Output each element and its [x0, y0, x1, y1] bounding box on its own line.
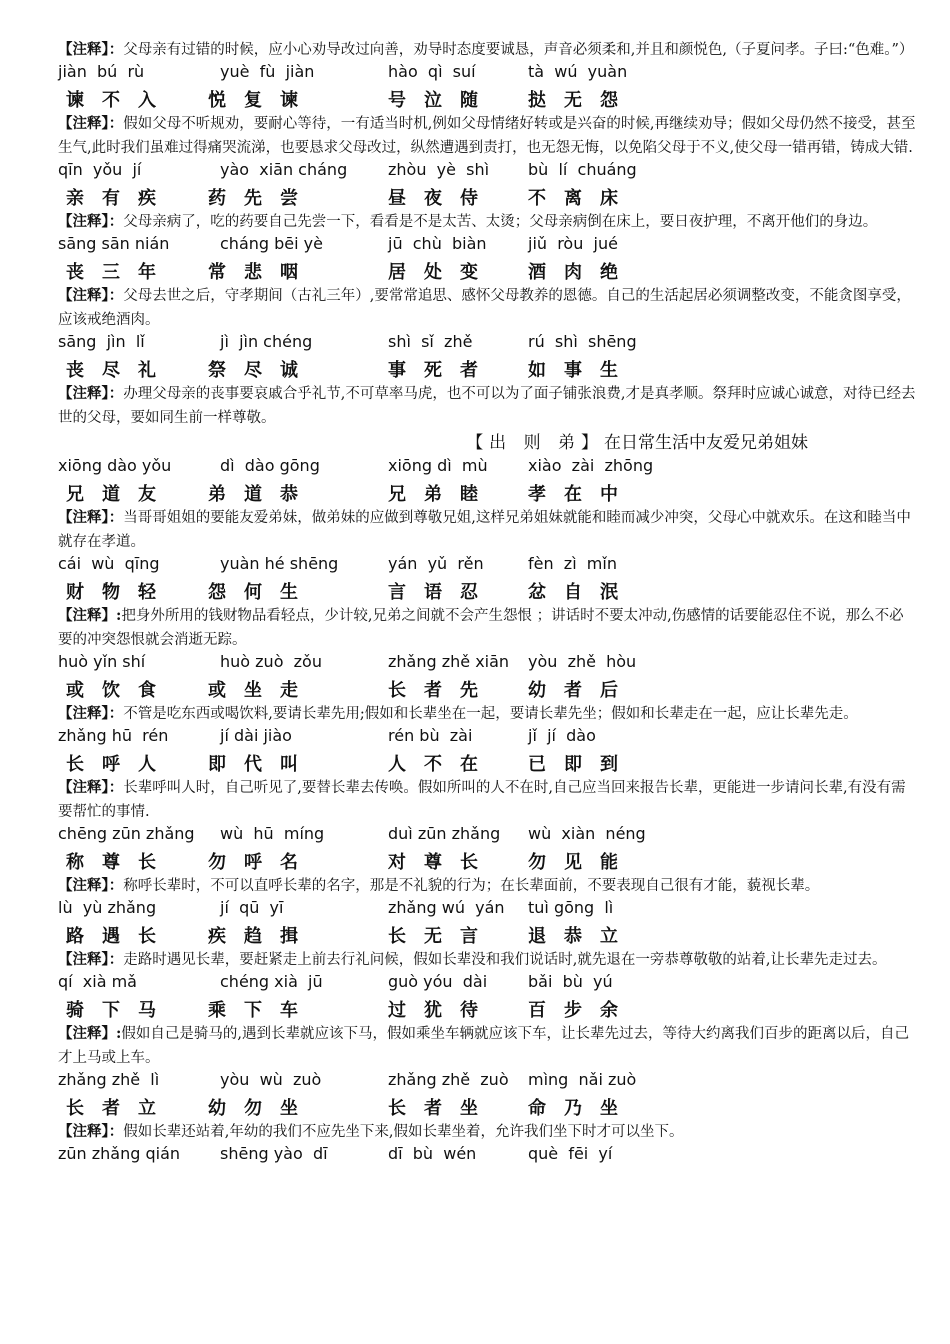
note-text: 不管是吃东西或喝饮料,要请长辈先用;假如和长辈坐在一起，要请长辈先坐；假如和长辈走在一起，应让长辈先走。 — [123, 706, 858, 722]
annotation — [58, 210, 916, 234]
pinyin-phrase: qí xià mǎ — [58, 972, 137, 991]
annotation — [58, 1022, 916, 1070]
verse-phrase: 酒肉绝 — [528, 262, 636, 283]
verse-row — [58, 356, 916, 382]
pinyin-row-trailing — [58, 1144, 916, 1168]
verse-row — [58, 184, 916, 210]
annotation — [58, 284, 916, 332]
pinyin-phrase: duì zūn zhǎng — [388, 824, 501, 843]
pinyin-phrase: yòu wù zuò — [220, 1070, 322, 1089]
verse-phrase: 乘下车 — [208, 1000, 316, 1021]
pinyin-phrase: yào xiān cháng — [220, 160, 348, 179]
verse-phrase: 药先尝 — [208, 188, 316, 209]
pinyin-phrase: fèn zì mǐn — [528, 554, 617, 573]
pinyin-phrase: rú shì shēng — [528, 332, 637, 351]
pinyin-phrase: cháng bēi yè — [220, 234, 323, 253]
note-text: 把身外所用的钱财物品看轻点，少计较,兄弟之间就不会产生怨恨 ；讲话时不要太冲动,伤感情的话要能忍住不说，那么不必要的冲突怨恨就会消逝无踪。 — [58, 608, 904, 648]
pinyin-phrase: jiǔ ròu jué — [528, 234, 618, 253]
pinyin-phrase: chéng xià jū — [220, 972, 323, 991]
pinyin-phrase: rén bù zài — [388, 726, 473, 745]
document-page — [58, 38, 916, 1168]
note-text: 父母亲有过错的时候，应小心劝导改过向善，劝导时态度要诚恳，声音必须柔和,并且和颜悦色,（子夏问孝。子曰:“色难。”） — [123, 42, 914, 58]
pinyin-row — [58, 62, 916, 86]
pinyin-phrase: jū chù biàn — [388, 234, 487, 253]
note-tag: 【注释】： — [58, 213, 124, 230]
annotation — [58, 874, 916, 898]
verse-phrase: 不离床 — [528, 188, 636, 209]
annotation — [58, 382, 916, 430]
pinyin-phrase: lù yù zhǎng — [58, 898, 157, 917]
verse-phrase: 财物轻 — [66, 582, 174, 603]
pinyin-phrase: zhǎng hū rén — [58, 726, 169, 745]
verse-phrase: 言语忍 — [388, 582, 496, 603]
pinyin-phrase: xiōng dào yǒu — [58, 456, 172, 475]
note-text: 父母亲病了，吃的药要自己先尝一下，看看是不是太苦、太烫；父母亲病倒在床上，要日夜护理，不离开他们的身边。 — [123, 214, 878, 230]
pinyin-phrase: mìng nǎi zuò — [528, 1070, 637, 1089]
verse-phrase: 疾趋揖 — [208, 926, 316, 947]
pinyin-phrase: bǎi bù yú — [528, 972, 613, 991]
verse-row — [58, 676, 916, 702]
note-tag: 【注释】： — [58, 115, 124, 132]
pinyin-phrase: cái wù qīng — [58, 554, 160, 573]
verse-phrase: 居处变 — [388, 262, 496, 283]
annotation — [58, 506, 916, 554]
pinyin-phrase: qīn yǒu jí — [58, 160, 142, 179]
verse-phrase: 长者立 — [66, 1098, 174, 1119]
verse-phrase: 或坐走 — [208, 680, 316, 701]
verse-row — [58, 750, 916, 776]
pinyin-phrase: yuàn hé shēng — [220, 554, 339, 573]
pinyin-phrase: zhǎng wú yán — [388, 898, 505, 917]
note-text: 走路时遇见长辈，要赶紧走上前去行礼问候，假如长辈没和我们说话时,就先退在一旁恭尊敬敬的站着,让长辈先走过去。 — [123, 952, 887, 968]
note-text: 当哥哥姐姐的要能友爱弟妹，做弟妹的应做到尊敬兄姐,这样兄弟姐妹就能和睦而减少冲突，父母心中就欢乐。在这和睦当中就存在孝道。 — [58, 510, 911, 550]
pinyin-row — [58, 652, 916, 676]
verse-phrase: 人不在 — [388, 754, 496, 775]
note-tag: 【注释】： — [58, 287, 124, 304]
annotation — [58, 948, 916, 972]
annotation — [58, 776, 916, 824]
verse-phrase: 路遇长 — [66, 926, 174, 947]
verse-phrase: 长者坐 — [388, 1098, 496, 1119]
verse-phrase: 怨何生 — [208, 582, 316, 603]
pinyin-row — [58, 332, 916, 356]
pinyin-phrase: zhǎng zhě xiān — [388, 652, 510, 671]
pinyin-phrase: xiào zài zhōng — [528, 456, 654, 475]
note-tag: 【注释】： — [58, 1123, 124, 1140]
verse-phrase: 勿见能 — [528, 852, 636, 873]
pinyin-phrase: wù xiàn néng — [528, 824, 646, 843]
verse-phrase: 挞无怨 — [528, 90, 636, 111]
pinyin-phrase: zūn zhǎng qián — [58, 1144, 181, 1163]
note-tag: 【注释】: — [58, 1025, 122, 1042]
verse-phrase: 悦复谏 — [208, 90, 316, 111]
pinyin-phrase: huò yǐn shí — [58, 652, 146, 671]
verse-phrase: 兄弟睦 — [388, 484, 496, 505]
note-text: 父母去世之后，守孝期间（古礼三年）,要常常追思、感怀父母教养的恩德。自己的生活起居必须调整改变，不能贪图享受，应该戒绝酒肉。 — [58, 288, 911, 328]
pinyin-row — [58, 160, 916, 184]
pinyin-phrase: shēng yào dī — [220, 1144, 328, 1163]
verse-phrase: 对尊长 — [388, 852, 496, 873]
verse-row — [58, 578, 916, 604]
pinyin-row — [58, 898, 916, 922]
pinyin-row — [58, 234, 916, 258]
verse-phrase: 亲有疾 — [66, 188, 174, 209]
pinyin-phrase: sāng sān nián — [58, 234, 170, 253]
verse-row — [58, 922, 916, 948]
note-text: 假如父母不听规劝，要耐心等待，一有适当时机,例如父母情绪好转或是兴奋的时候,再继续劝导；假如父母仍然不接受，甚至生气,此时我们虽难过得痛哭流涕，也要恳求父母改过，纵然遭遇到责打，也无怨无悔，以免陷父母于不义,使父母一错再错，铸成大错. — [58, 116, 916, 156]
note-tag: 【注释】： — [58, 509, 124, 526]
pinyin-phrase: chēng zūn zhǎng — [58, 824, 195, 843]
note-tag: 【注释】： — [58, 779, 124, 796]
pinyin-row — [58, 972, 916, 996]
pinyin-row — [58, 726, 916, 750]
verse-phrase: 长无言 — [388, 926, 496, 947]
pinyin-phrase: yòu zhě hòu — [528, 652, 637, 671]
verse-phrase: 弟道恭 — [208, 484, 316, 505]
verse-row — [58, 996, 916, 1022]
verse-phrase: 或饮食 — [66, 680, 174, 701]
verse-phrase: 已即到 — [528, 754, 636, 775]
pinyin-phrase: yán yǔ rěn — [388, 554, 484, 573]
pinyin-phrase: zhòu yè shì — [388, 160, 490, 179]
verse-phrase: 长者先 — [388, 680, 496, 701]
verse-phrase: 百步余 — [528, 1000, 636, 1021]
verse-phrase: 号泣随 — [388, 90, 496, 111]
note-tag: 【注释】: — [58, 607, 122, 624]
verse-phrase: 退恭立 — [528, 926, 636, 947]
pinyin-row — [58, 456, 916, 480]
note-tag: 【注释】： — [58, 385, 124, 402]
note-tag: 【注释】： — [58, 877, 124, 894]
pinyin-phrase: jí qū yī — [220, 898, 284, 917]
verse-phrase: 骑下马 — [66, 1000, 174, 1021]
verse-phrase: 幼勿坐 — [208, 1098, 316, 1119]
verse-row — [58, 258, 916, 284]
note-tag: 【注释】： — [58, 951, 124, 968]
verse-group-fuxiao — [58, 62, 916, 430]
pinyin-phrase: dī bù wén — [388, 1144, 477, 1163]
pinyin-phrase: sāng jìn lǐ — [58, 332, 145, 351]
section-heading — [58, 430, 916, 456]
pinyin-row — [58, 1070, 916, 1094]
verse-phrase: 孝在中 — [528, 484, 636, 505]
verse-group-chuzedi — [58, 456, 916, 1144]
verse-phrase: 勿呼名 — [208, 852, 316, 873]
pinyin-phrase: tuì gōng lì — [528, 898, 614, 917]
pinyin-phrase: zhǎng zhě zuò — [388, 1070, 509, 1089]
intro-note — [58, 38, 916, 62]
note-text: 假如自己是骑马的,遇到长辈就应该下马，假如乘坐车辆就应该下车，让长辈先过去，等待大约离我们百步的距离以后，自己才上马或上车。 — [58, 1026, 909, 1066]
verse-phrase: 丧尽礼 — [66, 360, 174, 381]
verse-phrase: 即代叫 — [208, 754, 316, 775]
annotation — [58, 1120, 916, 1144]
verse-phrase: 过犹待 — [388, 1000, 496, 1021]
pinyin-phrase: jí dài jiào — [220, 726, 292, 745]
verse-phrase: 称尊长 — [66, 852, 174, 873]
note-text: 假如长辈还站着,年幼的我们不应先坐下来,假如长辈坐着，允许我们坐下时才可以坐下。 — [123, 1124, 684, 1140]
verse-row — [58, 480, 916, 506]
note-text: 办理父母亲的丧事要哀戚合乎礼节,不可草率马虎，也不可以为了面子铺张浪费,才是真孝顺。祭拜时应诚心诚意，对待已经去世的父母，要如同生前一样尊敬。 — [58, 386, 916, 426]
annotation — [58, 604, 916, 652]
verse-phrase: 事死者 — [388, 360, 496, 381]
pinyin-phrase: jì jìn chéng — [220, 332, 313, 351]
pinyin-phrase: wù hū míng — [220, 824, 325, 843]
note-text: 称呼长辈时，不可以直呼长辈的名字，那是不礼貌的行为；在长辈面前，不要表现自己很有才能，藐视长辈。 — [123, 878, 820, 894]
pinyin-phrase: què fēi yí — [528, 1144, 613, 1163]
pinyin-phrase: guò yóu dài — [388, 972, 488, 991]
pinyin-phrase: jiàn bú rù — [58, 62, 145, 81]
pinyin-phrase: dì dào gōng — [220, 456, 320, 475]
section-subtitle: 在日常生活中友爱兄弟姐妹 — [604, 433, 808, 453]
verse-phrase: 忿自泯 — [528, 582, 636, 603]
verse-row — [58, 848, 916, 874]
verse-phrase: 昼夜侍 — [388, 188, 496, 209]
annotation — [58, 112, 916, 160]
note-tag: 【注释】： — [58, 41, 124, 58]
verse-row — [58, 86, 916, 112]
verse-phrase: 如事生 — [528, 360, 636, 381]
pinyin-phrase: xiōng dì mù — [388, 456, 488, 475]
verse-phrase: 谏不入 — [66, 90, 174, 111]
verse-phrase: 常悲咽 — [208, 262, 316, 283]
verse-row — [58, 1094, 916, 1120]
pinyin-phrase: bù lí chuáng — [528, 160, 637, 179]
verse-phrase: 祭尽诚 — [208, 360, 316, 381]
verse-phrase: 兄道友 — [66, 484, 174, 505]
pinyin-phrase: jǐ jí dào — [528, 726, 596, 745]
pinyin-phrase: tà wú yuàn — [528, 62, 628, 81]
pinyin-phrase: shì sǐ zhě — [388, 332, 473, 351]
pinyin-phrase: huò zuò zǒu — [220, 652, 322, 671]
pinyin-row — [58, 554, 916, 578]
pinyin-phrase: zhǎng zhě lì — [58, 1070, 160, 1089]
pinyin-row — [58, 824, 916, 848]
annotation — [58, 702, 916, 726]
pinyin-phrase: yuè fù jiàn — [220, 62, 315, 81]
note-text: 长辈呼叫人时，自己听见了,要替长辈去传唤。假如所叫的人不在时,自己应当回来报告长辈，更能进一步请问长辈,有没有需要帮忙的事情. — [58, 780, 906, 820]
verse-phrase: 丧三年 — [66, 262, 174, 283]
pinyin-phrase: hào qì suí — [388, 62, 476, 81]
note-tag: 【注释】： — [58, 705, 124, 722]
verse-phrase: 长呼人 — [66, 754, 174, 775]
verse-phrase: 命乃坐 — [528, 1098, 636, 1119]
section-title: 【出 则 弟】 — [466, 433, 604, 453]
verse-phrase: 幼者后 — [528, 680, 636, 701]
